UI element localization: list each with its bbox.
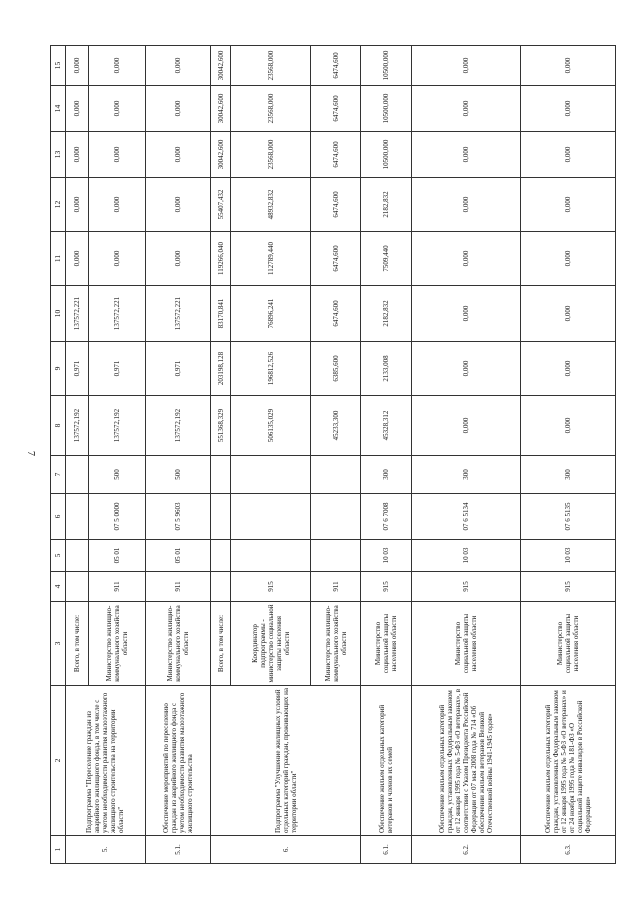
cell-c6: 07 6 7008 <box>361 494 411 540</box>
cell-v8: 551368,329 <box>210 396 230 456</box>
cell-v9: 0,971 <box>145 342 210 396</box>
row-number: 6. <box>210 836 360 864</box>
column-number: 6 <box>51 494 66 540</box>
cell-c6 <box>231 494 311 540</box>
cell-v11: 0,000 <box>66 232 89 286</box>
cell-c4: 911 <box>89 572 146 602</box>
cell-c6: 07 5 0000 <box>89 494 146 540</box>
cell-v14: 23568,000 <box>231 86 311 132</box>
cell-v11: 0,000 <box>521 232 616 286</box>
cell-v10: 0,000 <box>411 286 521 342</box>
program-name: Подпрограмма "Переселение граждан из аварийного жилищного фонда, в том числе с учетом необходимости развития малоэтажного жилищного строительства на территории области" <box>66 686 146 836</box>
cell-v14: 0,000 <box>89 86 146 132</box>
responsible-executor: Всего, в том числе: <box>210 602 230 686</box>
responsible-executor: Министерство социальной защиты населения области <box>361 602 411 686</box>
row-number: 6.2. <box>411 836 521 864</box>
cell-c4 <box>210 572 230 602</box>
cell-v10: 76896,241 <box>231 286 311 342</box>
cell-v11: 119266,040 <box>210 232 230 286</box>
cell-v13: 0,000 <box>145 132 210 178</box>
cell-c7 <box>231 456 311 494</box>
responsible-executor: Координатор подпрограммы - министерство социальной защиты населения области <box>231 602 311 686</box>
header-row <box>51 46 66 864</box>
cell-v12: 0,000 <box>521 178 616 232</box>
cell-v13: 0,000 <box>411 132 521 178</box>
row-number: 5. <box>66 836 146 864</box>
cell-v11: 112789,440 <box>231 232 311 286</box>
cell-v9: 0,971 <box>66 342 89 396</box>
cell-c6: 07 5 9603 <box>145 494 210 540</box>
cell-v9: 203198,128 <box>210 342 230 396</box>
cell-v13: 6474,600 <box>311 132 361 178</box>
column-number: 15 <box>51 46 66 86</box>
cell-v12: 0,000 <box>89 178 146 232</box>
cell-v10: 83170,841 <box>210 286 230 342</box>
cell-v15: 0,000 <box>411 46 521 86</box>
cell-v8: 137572,192 <box>145 396 210 456</box>
column-number: 1 <box>51 836 66 864</box>
cell-v13: 10500,000 <box>361 132 411 178</box>
column-number: 7 <box>51 456 66 494</box>
cell-v12: 0,000 <box>66 178 89 232</box>
cell-v10: 137572,221 <box>66 286 89 342</box>
responsible-executor: Министерство социальной защиты населения области <box>521 602 616 686</box>
table-row <box>411 46 521 864</box>
cell-v14: 0,000 <box>521 86 616 132</box>
column-number: 14 <box>51 86 66 132</box>
cell-c7 <box>311 456 361 494</box>
cell-v8: 137572,192 <box>89 396 146 456</box>
cell-v12: 2182,832 <box>361 178 411 232</box>
row-number: 5.1. <box>145 836 210 864</box>
cell-c7: 500 <box>145 456 210 494</box>
cell-v12: 0,000 <box>145 178 210 232</box>
cell-c5 <box>231 540 311 572</box>
cell-v10: 137572,221 <box>89 286 146 342</box>
cell-v8: 137572,192 <box>66 396 89 456</box>
program-name: Обеспечение жильем отдельных категорий граждан, установленных Федеральным законом от 12 января 1995 года № 5-ФЗ «О ветеранах», в соответствии с Указом Президента Российской Федерации от 07 мая 2008 года № 714 «Об обеспечении жильем ветеранов Великой Отечественной войны 1941-1945 годов» <box>411 686 521 836</box>
cell-c5: 10 03 <box>521 540 616 572</box>
cell-v13: 0,000 <box>66 132 89 178</box>
table-row <box>521 46 616 864</box>
cell-c5: 05 01 <box>89 540 146 572</box>
program-name: Обеспечение мероприятий по переселению граждан из аварийного жилищного фонда с учетом необходимости развития малоэтажного жилищного строительства <box>145 686 210 836</box>
cell-v14: 30042,600 <box>210 86 230 132</box>
responsible-executor: Министерство жилищно-коммунального хозяйства области <box>89 602 146 686</box>
cell-v10: 0,000 <box>521 286 616 342</box>
cell-c7: 300 <box>361 456 411 494</box>
column-number: 2 <box>51 686 66 836</box>
cell-c5: 05 01 <box>145 540 210 572</box>
cell-v15: 30042,600 <box>210 46 230 86</box>
cell-v9: 0,971 <box>89 342 146 396</box>
column-number: 13 <box>51 132 66 178</box>
responsible-executor: Министерство жилищно-коммунального хозяйства области <box>311 602 361 686</box>
cell-v15: 0,000 <box>66 46 89 86</box>
row-number: 6.3. <box>521 836 616 864</box>
cell-v11: 0,000 <box>145 232 210 286</box>
cell-v15: 0,000 <box>145 46 210 86</box>
cell-v15: 0,000 <box>89 46 146 86</box>
cell-c5: 10 03 <box>361 540 411 572</box>
program-name: Обеспечение жильем отдельных категорий граждан, установленных Федеральным законом от 12 января 1995 года № 5-ФЗ «О ветеранах» и от 24 ноября 1995 года № 181-ФЗ «О социальной защите инвалидов в Российской Федерации» <box>521 686 616 836</box>
cell-v14: 6474,600 <box>311 86 361 132</box>
cell-c5 <box>311 540 361 572</box>
column-number: 9 <box>51 342 66 396</box>
column-number: 12 <box>51 178 66 232</box>
table-row <box>145 46 210 864</box>
cell-v9: 0,000 <box>411 342 521 396</box>
cell-c4: 911 <box>145 572 210 602</box>
responsible-executor: Всего, в том числе: <box>66 602 89 686</box>
cell-c5 <box>66 540 89 572</box>
cell-v8: 506135,029 <box>231 396 311 456</box>
responsible-executor: Министерство жилищно-коммунального хозяйства области <box>145 602 210 686</box>
cell-v11: 6474,600 <box>311 232 361 286</box>
cell-v14: 0,000 <box>66 86 89 132</box>
cell-v13: 0,000 <box>89 132 146 178</box>
column-number: 4 <box>51 572 66 602</box>
cell-c4: 915 <box>231 572 311 602</box>
cell-c6 <box>210 494 230 540</box>
cell-c4: 915 <box>521 572 616 602</box>
cell-v8: 0,000 <box>521 396 616 456</box>
cell-v12: 0,000 <box>411 178 521 232</box>
responsible-executor: Министерство социальной защиты населения области <box>411 602 521 686</box>
column-number: 5 <box>51 540 66 572</box>
cell-c4: 911 <box>311 572 361 602</box>
cell-c7 <box>210 456 230 494</box>
cell-v13: 23568,000 <box>231 132 311 178</box>
page-number: 7 <box>25 451 36 456</box>
cell-v11: 7509,440 <box>361 232 411 286</box>
cell-v10: 2182,832 <box>361 286 411 342</box>
cell-v10: 137572,221 <box>145 286 210 342</box>
cell-v8: 45328,312 <box>361 396 411 456</box>
cell-c4: 915 <box>411 572 521 602</box>
cell-v9: 196812,526 <box>231 342 311 396</box>
table-row <box>210 46 230 864</box>
cell-v13: 0,000 <box>521 132 616 178</box>
cell-c7: 300 <box>411 456 521 494</box>
column-number: 11 <box>51 232 66 286</box>
cell-v14: 0,000 <box>411 86 521 132</box>
cell-c7: 500 <box>89 456 146 494</box>
table-row <box>361 46 411 864</box>
cell-c5 <box>210 540 230 572</box>
cell-c7: 300 <box>521 456 616 494</box>
column-number: 8 <box>51 396 66 456</box>
cell-v15: 6474,600 <box>311 46 361 86</box>
cell-v15: 0,000 <box>521 46 616 86</box>
cell-v15: 10500,000 <box>361 46 411 86</box>
cell-v9: 2133,008 <box>361 342 411 396</box>
cell-v9: 0,000 <box>521 342 616 396</box>
program-name: Подпрограмма "Улучшение жилищных условий отдельных категорий граждан, проживающих на территории области" <box>210 686 360 836</box>
row-number: 6.1. <box>361 836 411 864</box>
cell-v8: 0,000 <box>411 396 521 456</box>
cell-c4: 915 <box>361 572 411 602</box>
cell-v13: 30042,600 <box>210 132 230 178</box>
cell-v9: 6385,600 <box>311 342 361 396</box>
cell-v15: 23568,000 <box>231 46 311 86</box>
program-name: Обеспечение жильем отдельных категорий ветеранов и членов их семей <box>361 686 411 836</box>
cell-c7 <box>66 456 89 494</box>
column-number: 10 <box>51 286 66 342</box>
cell-v12: 55407,432 <box>210 178 230 232</box>
cell-v8: 45233,300 <box>311 396 361 456</box>
table-row <box>66 46 89 864</box>
cell-c6: 07 6 5134 <box>411 494 521 540</box>
cell-c4 <box>66 572 89 602</box>
cell-v14: 0,000 <box>145 86 210 132</box>
cell-v10: 6474,600 <box>311 286 361 342</box>
rotated-document <box>50 46 616 864</box>
cell-v11: 0,000 <box>411 232 521 286</box>
cell-v12: 6474,600 <box>311 178 361 232</box>
budget-table <box>50 45 616 864</box>
cell-c6 <box>66 494 89 540</box>
cell-c5: 10 03 <box>411 540 521 572</box>
cell-v12: 48932,832 <box>231 178 311 232</box>
column-number: 3 <box>51 602 66 686</box>
cell-v11: 0,000 <box>89 232 146 286</box>
cell-c6 <box>311 494 361 540</box>
cell-v14: 10500,000 <box>361 86 411 132</box>
cell-c6: 07 6 5135 <box>521 494 616 540</box>
